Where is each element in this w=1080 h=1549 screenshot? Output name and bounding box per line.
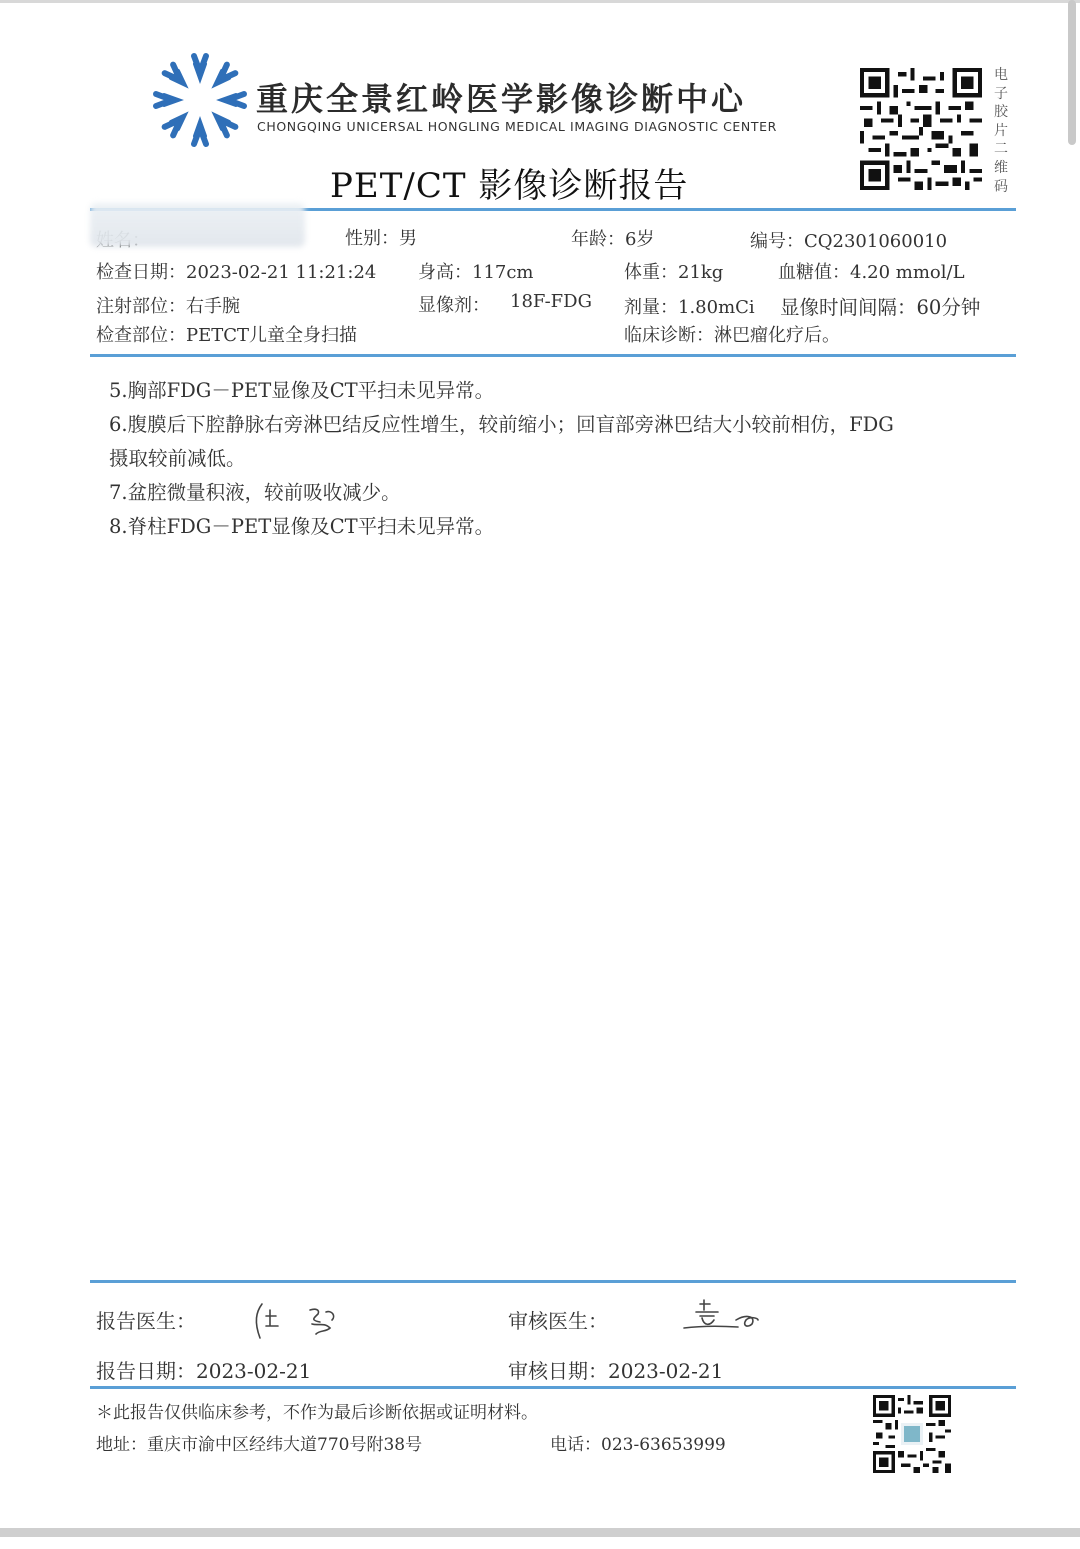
blood-glucose: 血糖值：4.20 mmol/L	[778, 262, 965, 283]
qr-code-label: 电子胶片二维码	[994, 67, 1008, 195]
scrollbar[interactable]	[1068, 0, 1076, 145]
tracer-value: 18F-FDG	[510, 291, 592, 312]
tracer-label: 显像剂：	[418, 295, 490, 316]
report-doctor-signature-image	[240, 1296, 400, 1344]
review-date: 审核日期：2023-02-21	[508, 1359, 724, 1383]
footer-top-divider	[90, 1280, 1016, 1283]
patient-gender: 性别：男	[345, 228, 417, 249]
finding-line: 7.盆腔微量积液，较前吸收减少。	[109, 481, 401, 504]
center-logo-icon	[150, 50, 250, 150]
finding-line: 5.胸部FDG－PET显像及CT平扫未见异常。	[109, 379, 495, 402]
address: 地址：重庆市渝中区经纬大道770号附38号	[96, 1435, 423, 1455]
page-bottom-bar	[0, 1528, 1080, 1537]
review-doctor-signature-image	[676, 1296, 776, 1340]
patient-id: 编号：CQ2301060010	[750, 231, 948, 252]
disclaimer: ＊此报告仅供临床参考，不作为最后诊断依据或证明材料。	[96, 1403, 538, 1423]
review-doctor-label: 审核医生：	[508, 1309, 608, 1333]
finding-line: 摄取较前减低。	[109, 447, 246, 470]
finding-line: 6.腹膜后下腔静脉右旁淋巴结反应性增生，较前缩小；回盲部旁淋巴结大小较前相仿，FDG	[109, 413, 894, 436]
patient-name-redacted	[90, 203, 305, 247]
center-name-en: CHONGQING UNICERSAL HONGLING MEDICAL IMAGING DIAGNOSTIC CENTER	[257, 119, 777, 134]
report-date: 报告日期：2023-02-21	[96, 1359, 312, 1383]
phone: 电话：023-63653999	[550, 1435, 726, 1455]
page-top-border	[0, 0, 1080, 3]
finding-line: 8.脊柱FDG－PET显像及CT平扫未见异常。	[109, 515, 495, 538]
exam-date: 检查日期：2023-02-21 11:21:24	[96, 262, 377, 283]
injection-site: 注射部位：右手腕	[96, 296, 240, 317]
report-doctor-label: 报告医生：	[96, 1309, 196, 1333]
info-divider	[90, 354, 1016, 357]
patient-age: 年龄：6岁	[571, 229, 655, 250]
electronic-film-qr-code-icon[interactable]	[860, 68, 982, 190]
dose: 剂量：1.80mCi	[624, 297, 755, 318]
hospital-qr-code-icon[interactable]	[873, 1395, 951, 1473]
patient-weight: 体重：21kg	[624, 262, 724, 283]
footer-bottom-divider	[90, 1386, 1016, 1389]
center-name-cn: 重庆全景红岭医学影像诊断中心	[256, 80, 747, 118]
clinical-diagnosis: 临床诊断：淋巴瘤化疗后。	[624, 325, 840, 346]
exam-site: 检查部位：PETCT儿童全身扫描	[96, 325, 358, 346]
patient-height: 身高：117cm	[418, 262, 534, 283]
report-title: PET/CT 影像诊断报告	[330, 166, 689, 206]
imaging-interval: 显像时间间隔：60分钟	[780, 296, 981, 319]
